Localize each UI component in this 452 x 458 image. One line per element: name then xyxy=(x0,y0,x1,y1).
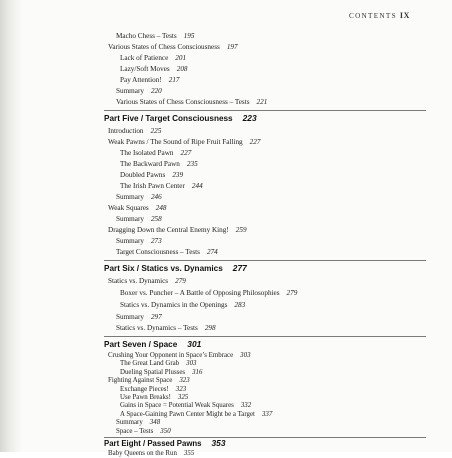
entry-page: 274 xyxy=(206,248,218,256)
entry-title: Crushing Your Opponent in Space’s Embrace xyxy=(108,352,234,359)
entry-page: 208 xyxy=(176,65,188,73)
entry-page: 273 xyxy=(150,237,162,245)
toc-entry xyxy=(120,402,251,410)
entry-title: The Backward Pawn xyxy=(120,160,180,168)
part-heading xyxy=(104,339,201,350)
entry-title: Fighting Against Space xyxy=(108,377,173,385)
entry-title: Use Pawn Breaks! xyxy=(120,394,171,401)
toc-entry xyxy=(116,428,171,436)
entry-page: 355 xyxy=(183,449,195,457)
part-heading xyxy=(104,439,225,448)
entry-title: The Irish Pawn Center xyxy=(120,182,185,190)
entry-page: 221 xyxy=(256,98,268,106)
part-title: Part Five / Target Consciousness xyxy=(104,114,233,123)
entry-page: 297 xyxy=(150,313,162,321)
entry-title: Various States of Chess Consciousness xyxy=(108,43,220,51)
entry-title: Dueling Spatial Plusses xyxy=(120,368,186,376)
entry-page: 220 xyxy=(150,87,162,95)
entry-title: Statics vs. Dynamics in the Openings xyxy=(120,301,228,309)
entry-title: Various States of Chess Consciousness – Tests xyxy=(116,98,250,106)
part-title: Part Seven / Space xyxy=(104,340,178,349)
entry-title: Macho Chess – Tests xyxy=(116,32,177,40)
toc-entry xyxy=(120,411,272,419)
entry-title: Exchange Pieces! xyxy=(120,385,169,393)
entry-page: 337 xyxy=(261,410,273,418)
entry-title: Lack of Patience xyxy=(120,54,169,62)
toc-entry xyxy=(116,237,162,246)
entry-page: 227 xyxy=(249,138,261,146)
entry-page: 348 xyxy=(149,419,161,427)
entry-page: 244 xyxy=(191,182,203,190)
toc-entry xyxy=(120,76,180,85)
entry-page: 298 xyxy=(204,324,216,332)
entry-page: 350 xyxy=(160,427,171,435)
entry-page: 235 xyxy=(186,160,198,168)
toc-entry xyxy=(116,98,267,107)
entry-title: Summary xyxy=(116,87,144,95)
toc-entry xyxy=(108,277,186,286)
entry-page: 217 xyxy=(168,76,180,84)
entry-page: 303 xyxy=(240,352,251,359)
entry-page: 279 xyxy=(286,289,298,297)
entry-page: 279 xyxy=(175,277,186,285)
toc-entry xyxy=(120,369,202,377)
part-page: 277 xyxy=(232,263,247,273)
toc-entry xyxy=(108,377,190,385)
toc-entry xyxy=(120,301,245,310)
toc-entry xyxy=(116,248,218,257)
entry-title: Target Consciousness – Tests xyxy=(116,248,200,256)
part-divider xyxy=(104,110,426,111)
entry-title: Statics vs. Dynamics xyxy=(108,277,169,285)
entry-page: 239 xyxy=(172,171,184,179)
toc-entry xyxy=(108,226,247,235)
part-page: 301 xyxy=(187,339,202,349)
entry-page: 197 xyxy=(226,43,238,51)
part-heading xyxy=(104,113,257,124)
entry-title: Statics vs. Dynamics – Tests xyxy=(116,324,198,332)
part-title: Part Six / Statics vs. Dynamics xyxy=(104,264,223,273)
entry-page: 323 xyxy=(179,377,190,385)
entry-page: 258 xyxy=(150,215,162,223)
toc-entry xyxy=(120,149,191,158)
part-heading xyxy=(104,263,247,274)
part-divider xyxy=(104,437,426,438)
entry-title: Summary xyxy=(116,419,143,427)
toc-entry xyxy=(120,289,297,298)
entry-page: 259 xyxy=(235,226,247,234)
entry-page: 227 xyxy=(180,149,192,157)
entry-title: Doubled Pawns xyxy=(120,171,166,179)
entry-title: Summary xyxy=(116,215,144,223)
toc-entry xyxy=(116,32,194,41)
toc-entry xyxy=(120,182,203,191)
entry-title: Baby Queens on the Run xyxy=(108,449,177,457)
part-page: 353 xyxy=(211,438,226,448)
entry-title: Weak Squares xyxy=(108,204,149,212)
entry-page: 332 xyxy=(240,402,252,410)
toc-entry xyxy=(116,215,162,224)
toc-entry xyxy=(120,160,198,169)
running-head-page-number: IX xyxy=(399,11,410,20)
toc-entry xyxy=(108,127,161,136)
entry-title: Boxer vs. Puncher – A Battle of Opposing Philosophies xyxy=(120,289,280,297)
entry-page: 316 xyxy=(192,368,203,376)
part-divider xyxy=(104,336,426,337)
entry-page: 201 xyxy=(175,54,187,62)
toc-entry xyxy=(120,65,188,74)
toc-entry xyxy=(108,450,194,458)
entry-title: The Isolated Pawn xyxy=(120,149,174,157)
entry-page: 303 xyxy=(186,360,197,368)
toc-entry xyxy=(120,171,183,180)
entry-title: The Great Land Grab xyxy=(120,360,180,368)
toc-entry xyxy=(116,87,162,96)
toc-entry xyxy=(120,54,186,63)
entry-page: 323 xyxy=(175,385,187,393)
entry-title: A Space-Gaining Pawn Center Might be a Target xyxy=(120,410,255,418)
entry-page: 195 xyxy=(183,32,195,40)
toc-entry xyxy=(108,352,251,360)
part-page: 223 xyxy=(242,113,257,123)
part-title: Part Eight / Passed Pawns xyxy=(104,439,202,448)
toc-entry xyxy=(116,324,216,333)
toc-entry xyxy=(116,193,162,202)
entry-title: Introduction xyxy=(108,127,144,135)
entry-title: Space – Tests xyxy=(116,427,154,435)
entry-title: Gains in Space = Potential Weak Squares xyxy=(120,402,234,410)
entry-page: 325 xyxy=(177,394,189,401)
toc-entry xyxy=(120,386,186,394)
entry-title: Lazy/Soft Moves xyxy=(120,65,170,73)
entry-page: 248 xyxy=(155,204,167,212)
entry-title: Pay Attention! xyxy=(120,76,162,84)
toc-entry xyxy=(120,360,196,368)
entry-title: Dragging Down the Central Enemy King! xyxy=(108,226,229,234)
toc-entry xyxy=(108,138,260,147)
toc-entry xyxy=(120,394,188,402)
toc-entry xyxy=(108,204,167,213)
toc-entry xyxy=(108,43,238,52)
part-divider xyxy=(104,260,426,261)
entry-title: Summary xyxy=(116,193,144,201)
entry-page: 246 xyxy=(150,193,162,201)
entry-title: Summary xyxy=(116,313,144,321)
entry-page: 283 xyxy=(234,301,246,309)
toc-entry xyxy=(116,419,160,427)
entry-title: Summary xyxy=(116,237,144,245)
toc-entry xyxy=(116,313,162,322)
running-head-label: CONTENTS xyxy=(348,12,397,20)
entry-page: 225 xyxy=(150,127,162,135)
entry-title: Weak Pawns / The Sound of Ripe Fruit Falling xyxy=(108,138,243,146)
